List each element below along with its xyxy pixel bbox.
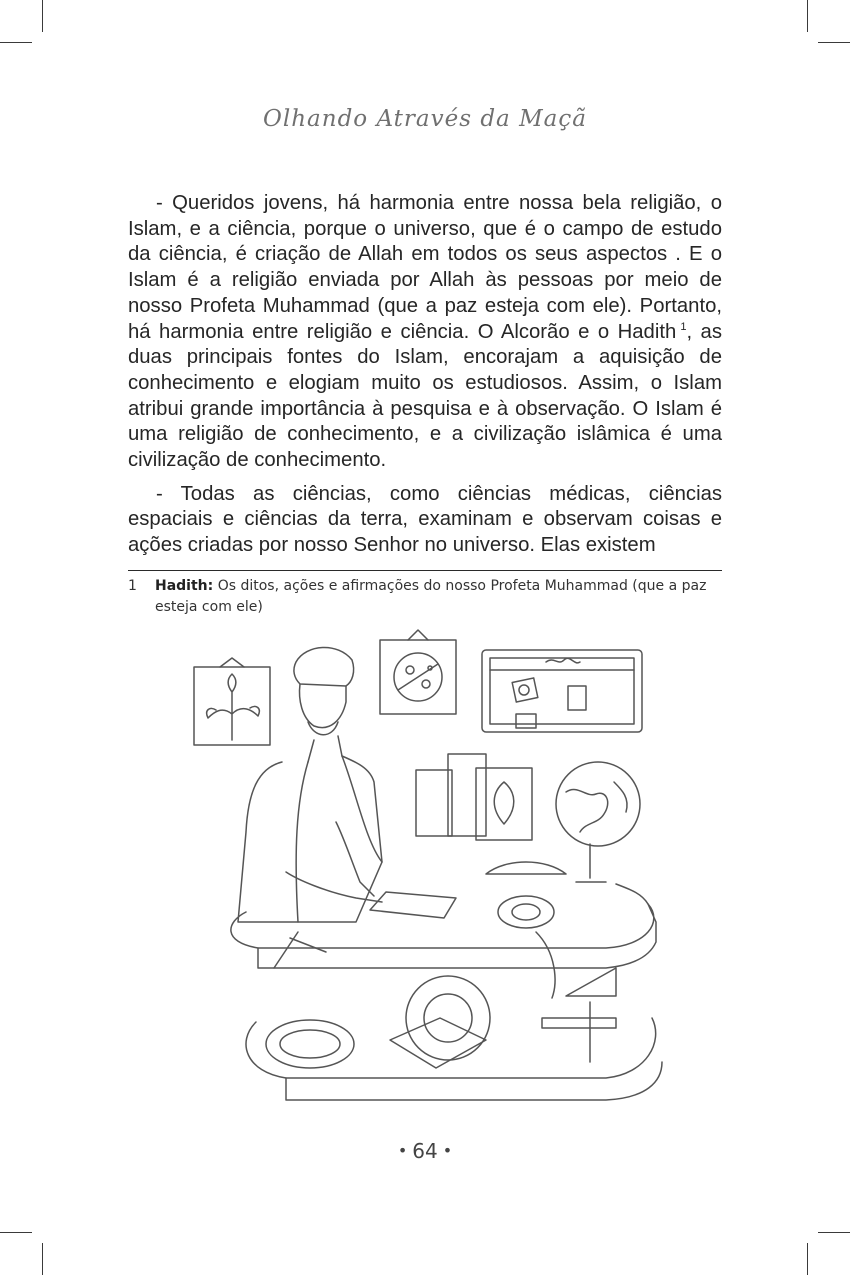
crop-mark — [807, 0, 808, 32]
crop-mark — [0, 1232, 32, 1233]
books — [416, 754, 532, 840]
paragraph-text: - Queridos jovens, há harmonia entre nossa bela religião, o Islam, e a ciência, porque o universo, que é o campo de estudo da ciência, é criação de Allah em todos os seus aspectos . E o Islam é a religião enviada por Allah às pessoas por meio de nosso Profeta Muhammad (que a paz esteja com ele). Portanto, há harmonia entre religião e ciência. O Alcorão e o Hadith — [128, 192, 722, 343]
wall-board — [482, 650, 642, 732]
page-number-separator: • — [397, 1141, 408, 1160]
paragraph — [128, 191, 722, 474]
crop-mark — [0, 42, 32, 43]
paragraph — [128, 482, 722, 559]
body-text — [128, 191, 722, 567]
crop-mark — [818, 42, 850, 43]
crop-mark — [42, 1243, 43, 1275]
page-number: 64 — [412, 1139, 438, 1163]
scholar-at-desk-illustration — [186, 622, 676, 1120]
footnote-text: Os ditos, ações e afirmações do nosso Profeta Muhammad (que a paz esteja com ele) — [155, 578, 707, 615]
paragraph-text: , as duas principais fontes do Islam, encorajam a aquisição de conhecimento e elogiam muito os estudiosos. Assim, o Islam atribui grande importância à pesquisa e à observação. O Islam é uma religião de conhecimento, e a civilização islâmica é uma civilização de conhecimento. — [128, 320, 722, 472]
footnote-number: 1 — [128, 578, 137, 594]
footnote — [128, 576, 722, 618]
footnote-separator — [128, 570, 722, 571]
running-head — [0, 106, 850, 132]
star-chart-frame — [380, 630, 456, 714]
crop-mark — [42, 0, 43, 32]
crop-mark — [807, 1243, 808, 1275]
footnote-term: Hadith: — [155, 578, 214, 594]
footnote-reference: 1 — [680, 320, 687, 333]
paragraph-text: - Todas as ciências, como ciências médicas, ciências espaciais e ciências da terra, examinam e observam coisas e ações criadas por nosso Senhor no universo. Elas existem — [128, 482, 722, 557]
flower-picture-frame — [194, 658, 270, 745]
running-title: Olhando Através da Maçã — [263, 106, 587, 132]
page-number-footer — [0, 1139, 850, 1163]
crop-mark — [818, 1232, 850, 1233]
page-number-separator: • — [442, 1141, 453, 1160]
scholar-figure — [238, 647, 382, 922]
globe — [556, 762, 640, 882]
desk-lower — [246, 932, 662, 1100]
footnote-body — [128, 576, 722, 618]
